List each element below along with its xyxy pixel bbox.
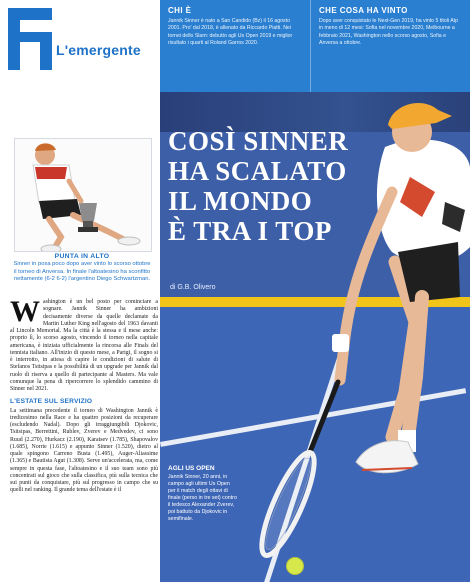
player-with-trophy-illustration: [15, 139, 152, 252]
article-paragraph: La settimana precedente il torneo di Washington Jannik è tredicesimo nella Race e ha quattro posizioni da recuperare (escludendo Nadal). Dopo gli irraggiungibili Djokovic, Tsitsipas, Berrettini, Rublev, Zverev e Medvedev, ci sono Ruud (2.270), Hurkacz (2.190), Karatsev (1.785), Shapovalov (1.685), Norrie (1.615) e appunto Sinner (1.520), dietro al quale spingono Carreno Busta (1.495), Auger-Aliassime (1.365) e Bautista Agut (1.308). Serve un'accelerata, ma, come sempre in questa fase, l'altoatesino e il suo team sono più concentrati sul gioco che sulla classifica, più sulla tecnica che sui punti da conquistare, più sul progresso in campo che su quelli nel ranking. Il grande tema dell'estate è il: [10, 407, 158, 494]
drop-cap: W: [10, 295, 40, 328]
panel-heading: CHE COSA HA VINTO: [319, 6, 408, 15]
section-title: L'emergente: [56, 42, 141, 58]
caption-heading: PUNTA IN ALTO: [54, 253, 110, 260]
magazine-logo: [8, 8, 52, 70]
photo-caption: [12, 253, 152, 284]
tennis-ball: [286, 557, 304, 575]
headline-line: IL MONDO: [168, 186, 313, 216]
paragraph-text: ashington è un bel posto per cominciare a sognare. Jannik Sinner ha ambizioni decisamente diverse da quelle declamate da Martin Luther King nell'agosto del 1963 davanti al Lincoln Memorial. Ma la città è la stessa e il mese anche: proprio lì, lo scorso agosto, vincendo il torneo nella capitale americana, è iniziata ufficialmente la rincorsa alle Finals del tennista italiano. All'inizio di questo mese, a Parigi, il sogno si è interrotto, in attesa di capire le condizioni di salute di Stefanos Tsitsipas e la possibilità di un upgrade per Jannik dal ruolo di riserva a quello di partecipante al Masters. Ma vale comunque la pena di ripercorrere lo splendido cammino di Sinner nel 2021.: [10, 299, 158, 392]
headline-line: HA SCALATO: [168, 156, 347, 186]
panel-text: Jannik Sinner è nato a San Candido (Bz) il 16 agosto 2001. Pro' dal 2018, è allenato da Riccardo Piatti. Nei tornei dello Slam: debutto agli Us Open 2019 e miglior risultato i quarti al Roland Garros 2020.: [168, 18, 293, 46]
trophy-photo: [14, 138, 152, 252]
article-paragraph: [10, 295, 158, 393]
byline: di G.B. Olivero: [170, 284, 216, 291]
article-headline: [168, 126, 378, 246]
headline-line: COSÌ SINNER: [168, 126, 349, 156]
info-panel-who: [160, 0, 310, 92]
info-panel-titles: [310, 0, 470, 92]
us-open-caption: [168, 465, 238, 523]
panel-text: Dopo aver conquistato le Next-Gen 2019, ha vinto 5 titoli Atp in meno di 12 mesi: Sofia nel novembre 2020, Melbourne a febbraio 2021, Washington nello scorso agosto, Sofia e Anversa a ottobre.: [319, 18, 458, 46]
caption-text: Sinner in posa poco dopo aver vinto lo scorso ottobre il torneo di Anversa. In finale l'altoatesino ha sconfitto nettamente (6-2 6-2) l'argentino Diego Schwartzman.: [13, 261, 151, 282]
panel-heading: CHI È: [168, 6, 192, 15]
caption-text: Jannik Sinner, 20 anni, in campo agli ultimi Us Open per il match degli ottavi di finale (perso in tre set) contro il tedesco Alexander Zverev, poi battuto da Djokovic in semifinale.: [168, 474, 237, 522]
article-subheading: L'ESTATE SUL SERVIZIO: [10, 398, 93, 406]
article-body: [10, 295, 158, 496]
headline-line: È TRA I TOP: [168, 216, 332, 246]
caption-heading: AGLI US OPEN: [168, 465, 215, 472]
